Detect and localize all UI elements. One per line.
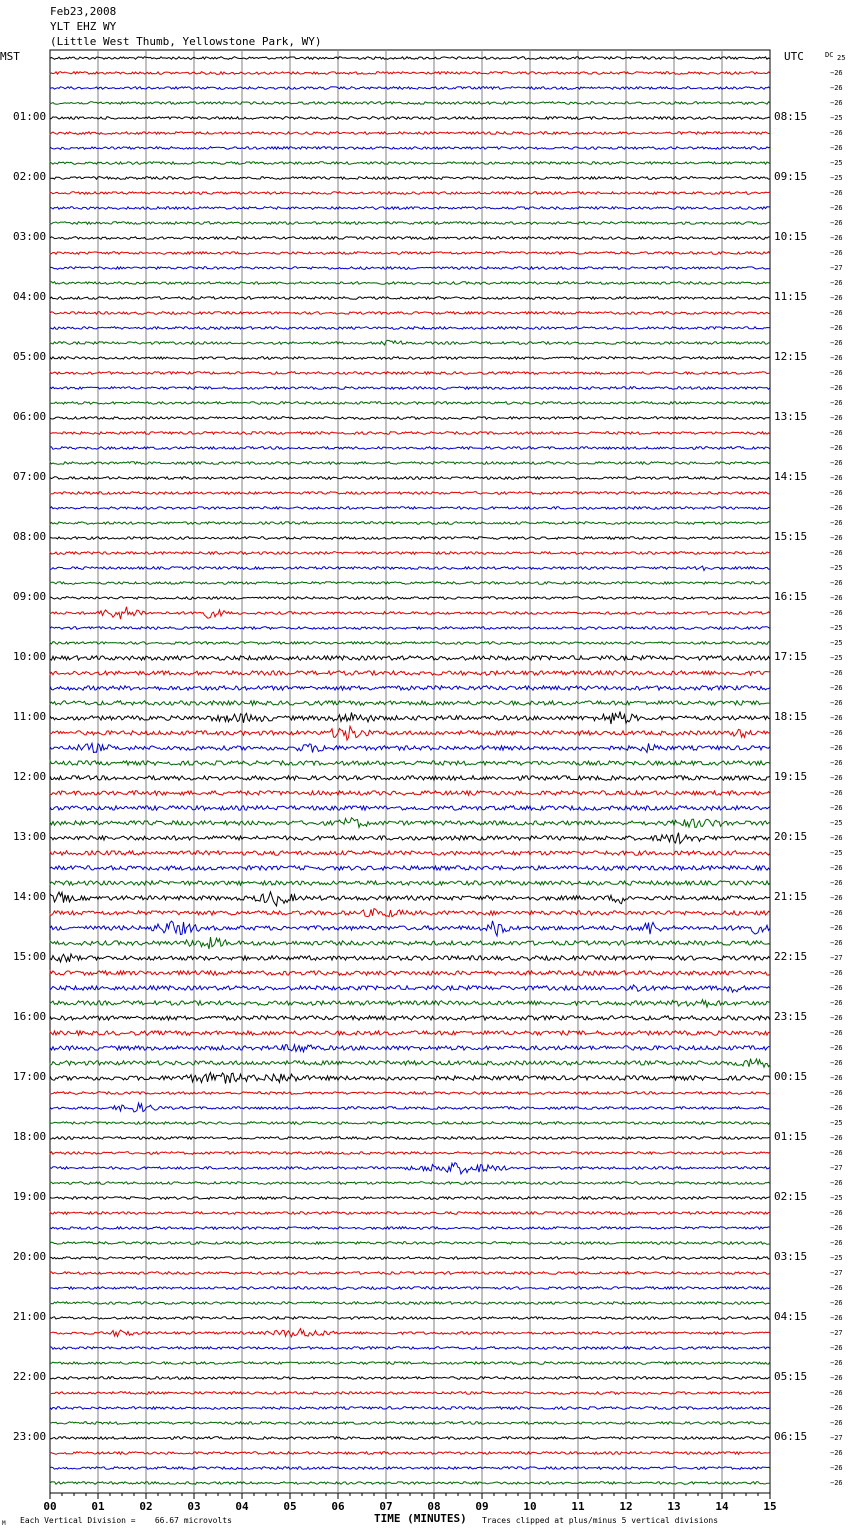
dc-offset-value: −26 [830,1224,843,1232]
dc-offset-value: −26 [830,219,843,227]
utc-hour-label: 03:15 [774,1250,808,1263]
seismic-trace [50,327,770,330]
dc-offset-value: −26 [830,189,843,197]
dc-offset-value: −26 [830,474,843,482]
x-tick-label: 09 [475,1500,489,1513]
seismic-trace [50,87,770,90]
seismic-trace [50,537,770,540]
dc-offset-value: −26 [830,549,843,557]
utc-hour-label: 13:15 [774,410,808,423]
dc-offset-value: −25 [830,159,843,167]
seismic-trace [50,851,770,855]
seismic-trace [50,162,770,165]
dc-offset-value: −26 [830,789,843,797]
dc-offset-value: −26 [830,339,843,347]
seismic-trace [50,818,770,828]
seismic-trace [50,117,770,120]
dc-offset-value: −26 [830,1059,843,1067]
utc-hour-label: 06:15 [774,1430,808,1443]
mst-hour-label: 18:00 [13,1130,47,1143]
dc-offset-value: −25 [830,819,843,827]
dc-offset-value: −26 [830,429,843,437]
utc-hour-label: 19:15 [774,770,808,783]
dc-offset-value: −26 [830,129,843,137]
dc-offset-value: −26 [830,864,843,872]
utc-hour-label: 20:15 [774,830,808,843]
dc-offset-value: −26 [830,279,843,287]
utc-hour-label: 17:15 [774,650,808,663]
seismic-trace [50,340,770,345]
dc-offset-value: −26 [830,504,843,512]
utc-hour-label: 10:15 [774,230,808,243]
seismic-trace [50,237,770,240]
x-tick-label: 04 [235,1500,249,1513]
seismic-trace [50,597,770,600]
seismic-trace [50,1073,770,1084]
dc-offset-value: −26 [830,324,843,332]
seismic-trace [50,357,770,360]
seismic-trace [50,1197,770,1200]
utc-hour-label: 05:15 [774,1370,808,1383]
mst-hour-label: 01:00 [13,110,47,123]
dc-offset-value: −26 [830,444,843,452]
mst-hour-label: 05:00 [13,350,47,363]
dc-offset-value: −27 [830,1329,843,1337]
dc-offset-value: −25 [830,174,843,182]
mst-hour-label: 23:00 [13,1430,47,1443]
seismic-trace [50,387,770,390]
seismic-trace [50,1152,770,1155]
seismic-trace [50,1182,770,1185]
seismic-trace [50,552,770,555]
seismic-trace [50,447,770,450]
header-location: (Little West Thumb, Yellowstone Park, WY) [50,35,322,48]
dc-offset-value: −26 [830,759,843,767]
dc-offset-value: −26 [830,1239,843,1247]
utc-hour-label: 08:15 [774,110,808,123]
mst-hour-label: 13:00 [13,830,47,843]
seismic-trace [50,252,770,255]
mst-hour-label: 21:00 [13,1310,47,1323]
seismic-trace [50,1212,770,1215]
utc-axis-label: UTC [784,50,804,63]
seismic-trace [50,1000,770,1007]
seismic-trace [50,1137,770,1140]
seismic-trace [50,1392,770,1395]
seismic-trace [50,712,770,725]
seismic-trace [50,566,770,570]
header-station: YLT EHZ WY [50,20,117,33]
seismic-trace [50,1329,770,1337]
seismic-trace [50,1437,770,1440]
dc-offset-value: −26 [830,1104,843,1112]
dc-offset-value: −26 [830,354,843,362]
dc-label: DC [825,51,834,59]
dc-offset-value: −26 [830,579,843,587]
dc-offset-value: −27 [830,1164,843,1172]
dc-offset-value: −26 [830,1464,843,1472]
dc-offset-value: −26 [830,1014,843,1022]
dc-offset-value: −26 [830,414,843,422]
dc-offset-value: −26 [830,309,843,317]
utc-hour-label: 11:15 [774,290,808,303]
dc-offset-value: −26 [830,204,843,212]
seismic-trace [50,921,770,936]
seismic-trace [50,627,770,630]
seismic-trace [50,607,770,619]
x-tick-label: 07 [379,1500,393,1513]
seismic-trace [50,312,770,315]
seismic-trace [50,1163,770,1174]
x-tick-label: 13 [667,1500,681,1513]
dc-offset-value: −26 [830,144,843,152]
seismic-trace [50,985,770,992]
dc-offset-value: −26 [830,459,843,467]
seismic-trace [50,971,770,975]
dc-offset-value: −26 [830,1449,843,1457]
dc-offset-value: −26 [830,519,843,527]
seismic-trace [50,477,770,480]
dc-offset-value: −26 [830,1359,843,1367]
seismic-trace [50,806,770,810]
mst-axis-label: MST [0,50,20,63]
dc-offset-value: −26 [830,1044,843,1052]
seismic-trace [50,1122,770,1125]
x-tick-label: 03 [187,1500,201,1513]
seismic-trace [50,1287,770,1290]
header-date: Feb23,2008 [50,5,117,18]
dc-offset-value: −25 [830,114,843,122]
seismic-trace [50,1317,770,1320]
seismic-trace [50,954,770,962]
seismic-trace [50,1016,770,1020]
dc-offset-value: −25 [830,1194,843,1202]
seismic-trace [50,507,770,510]
dc-offset-value: −27 [830,1434,843,1442]
utc-hour-label: 12:15 [774,350,808,363]
mst-hour-label: 15:00 [13,950,47,963]
mst-hour-label: 04:00 [13,290,47,303]
seismic-trace [50,776,770,780]
seismic-trace [50,881,770,885]
dc-offset-value: −25 [830,1119,843,1127]
seismic-trace [50,417,770,420]
dc-offset-value: −26 [830,1284,843,1292]
dc-offset-value: −25 [830,564,843,572]
dc-offset-value: −26 [830,804,843,812]
dc-offset-value: −26 [830,984,843,992]
seismic-trace [50,656,770,660]
x-tick-label: 12 [619,1500,633,1513]
dc-offset-value: −25 [830,1254,843,1262]
dc-offset-value: −26 [830,684,843,692]
dc-offset-value: −26 [830,84,843,92]
seismic-trace [50,1302,770,1305]
seismic-trace [50,192,770,195]
dc-offset-value: −26 [830,669,843,677]
seismic-trace [50,462,770,465]
x-tick-label: 10 [523,1500,537,1513]
seismic-trace [50,372,770,375]
clip-text: Traces clipped at plus/minus 5 vertical divisions [482,1516,719,1525]
dc-offset-value: −26 [830,1134,843,1142]
seismic-trace [50,1347,770,1350]
x-tick-label: 01 [91,1500,105,1513]
utc-hour-label: 22:15 [774,950,808,963]
x-tick-label: 15 [763,1500,777,1513]
dc-offset-value: −26 [830,894,843,902]
seismic-trace [50,432,770,435]
seismic-trace [50,1242,770,1245]
mst-hour-label: 20:00 [13,1250,47,1263]
mst-hour-label: 11:00 [13,710,47,723]
seismic-trace [50,833,770,844]
utc-hour-label: 21:15 [774,890,808,903]
seismic-trace [50,791,770,795]
seismic-trace [50,102,770,105]
dc-offset-value: −26 [830,99,843,107]
dc-offset-value: −26 [830,699,843,707]
x-tick-label: 11 [571,1500,585,1513]
utc-hour-label: 01:15 [774,1130,808,1143]
dc-offset-value: −26 [830,924,843,932]
seismic-trace [50,937,770,949]
dc-offset-value: −27 [830,1269,843,1277]
dc-offset-value: −26 [830,714,843,722]
dc-offset-value: −26 [830,1209,843,1217]
seismic-trace [50,1045,770,1052]
dc-offset-value: −26 [830,1389,843,1397]
scale-text: Each Vertical Division = 66.67 microvolts [20,1516,232,1525]
mst-hour-label: 02:00 [13,170,47,183]
x-tick-label: 02 [139,1500,153,1513]
dc-offset-value: −25 [830,624,843,632]
dc-offset-value: −26 [830,369,843,377]
dc-offset-value: −26 [830,609,843,617]
dc-offset-value: −26 [830,399,843,407]
dc-offset-value: −26 [830,969,843,977]
seismic-trace [50,402,770,405]
seismic-trace [50,132,770,135]
seismic-trace [50,1103,770,1112]
dc-offset-value: −26 [830,1419,843,1427]
mst-hour-label: 12:00 [13,770,47,783]
seismic-trace [50,177,770,180]
seismic-trace [50,522,770,525]
dc-offset-value: −27 [830,264,843,272]
dc-offset-value: −26 [830,1089,843,1097]
seismic-trace [50,909,770,917]
dc-offset-value: −26 [830,1074,843,1082]
dc-offset-value: −26 [830,999,843,1007]
dc-offset-value: −26 [830,744,843,752]
dc-offset-value: −26 [830,234,843,242]
dc-offset-value: −26 [830,939,843,947]
dc-offset-value: −26 [830,594,843,602]
seismic-trace [50,1257,770,1260]
seismic-trace [50,1227,770,1230]
seismic-trace [50,222,770,225]
corner-mark: M [2,1520,6,1527]
seismic-trace [50,866,770,870]
dc-offset-value: −26 [830,1029,843,1037]
seismic-trace [50,642,770,645]
seismic-trace [50,72,770,75]
dc-offset-value: −26 [830,1179,843,1187]
dc-offset-value: −26 [830,1374,843,1382]
seismic-trace [50,1422,770,1425]
dc-offset-value: −26 [830,489,843,497]
utc-hour-label: 09:15 [774,170,808,183]
dc-offset-value: −26 [830,729,843,737]
seismic-trace [50,147,770,150]
x-axis-title: TIME (MINUTES) [374,1512,467,1525]
dc-offset-value: −26 [830,1149,843,1157]
utc-hour-label: 23:15 [774,1010,808,1023]
dc-offset-value: −26 [830,909,843,917]
dc-offset-value: 25 [837,54,846,62]
seismic-trace [50,671,770,675]
dc-offset-value: −26 [830,879,843,887]
seismic-trace [50,761,770,765]
mst-hour-label: 16:00 [13,1010,47,1023]
dc-offset-value: −25 [830,849,843,857]
seismic-trace [50,1031,770,1035]
dc-offset-value: −26 [830,1479,843,1487]
mst-hour-label: 19:00 [13,1190,47,1203]
x-tick-label: 05 [283,1500,297,1513]
dc-offset-value: −26 [830,249,843,257]
utc-hour-label: 00:15 [774,1070,808,1083]
utc-hour-label: 18:15 [774,710,808,723]
seismic-trace [50,726,770,740]
seismic-trace [50,267,770,270]
mst-hour-label: 09:00 [13,590,47,603]
seismic-trace [50,1467,770,1470]
seismic-trace [50,492,770,495]
dc-offset-value: −26 [830,1314,843,1322]
dc-offset-value: −26 [830,384,843,392]
dc-offset-value: −26 [830,774,843,782]
seismic-trace [50,686,770,690]
mst-hour-label: 06:00 [13,410,47,423]
utc-hour-label: 02:15 [774,1190,808,1203]
x-tick-label: 06 [331,1500,345,1513]
seismic-trace [50,743,770,752]
seismic-trace [50,297,770,300]
dc-offset-value: −25 [830,639,843,647]
utc-hour-label: 14:15 [774,470,808,483]
seismic-trace [50,701,770,705]
x-tick-label: 00 [43,1500,57,1513]
seismic-trace [50,1482,770,1485]
dc-offset-value: −26 [830,294,843,302]
seismic-trace [50,207,770,210]
seismic-trace [50,57,770,60]
dc-offset-value: −26 [830,534,843,542]
mst-hour-label: 10:00 [13,650,47,663]
dc-offset-value: −26 [830,1344,843,1352]
dc-offset-value: −25 [830,654,843,662]
utc-hour-label: 16:15 [774,590,808,603]
mst-hour-label: 14:00 [13,890,47,903]
mst-hour-label: 03:00 [13,230,47,243]
mst-hour-label: 17:00 [13,1070,47,1083]
dc-offset-value: −26 [830,834,843,842]
seismic-trace [50,892,770,906]
seismic-trace [50,1092,770,1095]
utc-hour-label: 04:15 [774,1310,808,1323]
dc-offset-value: −26 [830,1404,843,1412]
dc-offset-value: −26 [830,69,843,77]
dc-offset-value: −26 [830,1299,843,1307]
seismic-trace [50,1272,770,1275]
seismic-trace [50,1377,770,1380]
x-tick-label: 08 [427,1500,441,1513]
dc-offset-value: −27 [830,954,843,962]
x-tick-label: 14 [715,1500,729,1513]
utc-hour-label: 15:15 [774,530,808,543]
seismic-trace [50,1452,770,1455]
seismic-trace [50,1407,770,1410]
mst-hour-label: 22:00 [13,1370,47,1383]
seismic-trace [50,1059,770,1068]
seismic-trace [50,1362,770,1365]
mst-hour-label: 08:00 [13,530,47,543]
mst-hour-label: 07:00 [13,470,47,483]
seismic-trace [50,282,770,285]
seismic-trace [50,582,770,585]
